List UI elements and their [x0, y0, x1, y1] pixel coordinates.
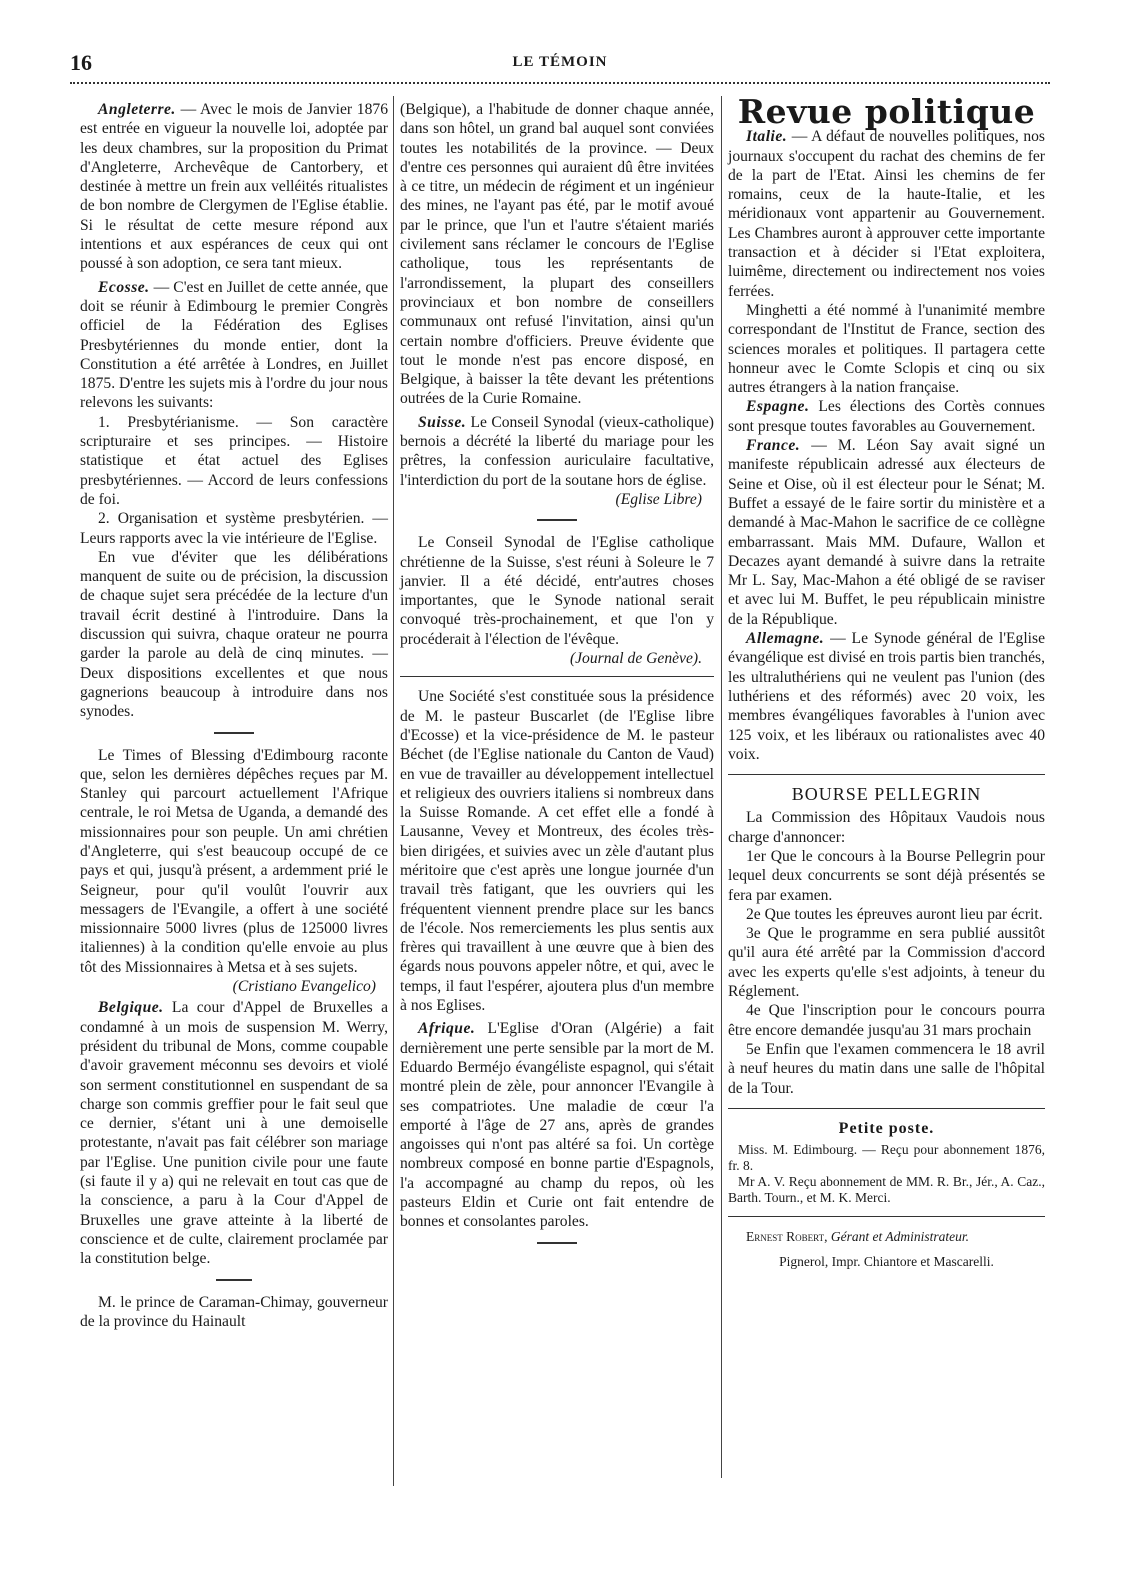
separator: [728, 1216, 1045, 1217]
article-ecosse: [80, 278, 388, 413]
article-suisse: [400, 413, 714, 490]
article-minghetti: Minghetti a été nommé à l'unanimité membre correspondant de l'Institut de France, section des sciences morales et politiques. Il partagera cette honneur avec le Comte Sclopis et cinq ou six autres étrangers à la nation française.: [728, 301, 1045, 397]
separator: [214, 732, 254, 734]
source-citation: (Cristiano Evangelico): [232, 978, 376, 996]
section-head: Angleterre.: [98, 101, 176, 118]
column-3: [728, 92, 1045, 1272]
separator: [537, 519, 577, 521]
article-text: Les élections des Cortès connues sont presque toutes favorables au Gouvernement.: [728, 398, 1045, 435]
separator: [728, 774, 1045, 775]
article-text: En vue d'éviter que les délibérations manquent de suite ou de précision, la discussion de chaque sujet sera précédée de la lecture d'un travail écrit destiné à l'introduire. Dans la discussion qui suivra, chaque orateur ne pourra garder la parole au delà de cinq minutes. — Deux dispositions excellentes et que nous gagnerions beaucoup à introduire dans nos synodes.: [80, 548, 388, 721]
section-head: Belgique.: [98, 999, 164, 1017]
column-2: [400, 100, 714, 1256]
article-times: Le Times of Blessing d'Edimbourg raconte que, selon les dernières dépêches reçues par M. Stanley qui parcourt actuellement l'Afrique centrale, le roi Metsa de Uganda, a demandé des missionnaires pour son peuple. Un ami chrétien d'Angleterre, qui s'est beaucoup occupé de ce pays et qui, jusqu'à présent, a ardemment prié le Seigneur, pour qu'il voulût l'ouvrir aux messagers de l'Evangile, a offert à une société missionnaire 5000 livres (plus de 125000 livres italiennes) à la condition qu'elle envoie au plus tôt des Missionnaires à Metsa et à ses sujets.: [80, 746, 388, 976]
bourse-item: 5e Enfin que l'examen commencera le 18 avril à neuf heures du matin dans une salle de l'hôpital de la Tour.: [728, 1040, 1045, 1097]
page-number: 16: [70, 50, 92, 75]
running-title: LE TÉMOIN: [512, 54, 608, 70]
petite-poste-item: Miss. M. Edimbourg. — Reçu pour abonnement 1876, fr. 8.: [728, 1142, 1045, 1174]
article-text: Le Conseil Synodal (vieux-catholique) bernois a décrété la liberté du mariage pour les prêtres, la confession auriculaire facultative, l'interdiction du port de la soutane hors de église.: [400, 413, 714, 489]
article-espagne: [728, 397, 1045, 436]
separator: [400, 676, 714, 677]
article-text: — M. Léon Say avait signé un manifeste républicain adressé aux électeurs de Seine et Oise, où il est électeur pour le Sénat; M. Buffet a essayé de le faire sortir du ministère et a demandé à Mac-Mahon le sacrifice de ce collègne embarrassant. Mais MM. Dufaure, Wallon et Decazes ayant demandé à suivre dans la retraite Mr L. Say, Mac-Mahon a été obligé de se raviser et avec lui M. Buffet, le peu républicain ministre de la République.: [728, 437, 1045, 628]
article-text: — C'est en Juillet de cette année, que doit se réunir à Edimbourg le premier Congrès officiel de la Fédération des Eglises Presbytériennes du monde entier, dont la Constitution a été arrêtée à Londres, en Juillet 1875. D'entre les sujets mis à l'ordre du jour nous relevons les suivants:: [80, 278, 388, 412]
article-text: — A défaut de nouvelles politiques, nos journaux s'occupent du rachat des chemins de fer de la part de l'Etat. Ainsi les chemins de fer romains, ceux de la haute-Italie, et les méridionaux vont appartenir au Gouvernement. Les Chambres auront à approuver cette importante transaction et à décider si l'Etat exploitera, luimême, directement ou indirectement nos voies ferrées.: [728, 128, 1045, 300]
section-head: Ecosse.: [98, 278, 150, 296]
article-allemagne: [728, 629, 1045, 764]
gerant-line: [728, 1227, 1045, 1246]
article-text: La cour d'Appel de Bruxelles a condamné à un mois de suspension M. Werry, président du tribunal de Mons, comme coupable d'avoir gravement méconnu ses devoirs et violé son serment constitutionnel en suspendant de sa charge son commis greffier pour le fait seul que ce dernier, s'étant uni à une demoiselle protestante, n'avait pas fait célébrer son mariage par l'Eglise. Une punition civile pour une faute (si faute il y a) qui ne relevait en tout cas que de la conscience, a paru à la Cour d'Appel de Bruxelles une grave atteinte à la liberté de conscience et de culte, clairement proclamée par la constitution belge.: [80, 999, 388, 1268]
bourse-item: 2e Que toutes les épreuves auront lieu par écrit.: [746, 905, 1043, 923]
header-rule: [70, 82, 1050, 84]
agenda-item: 2. Organisation et système presbytérien. — Leurs rapports avec la vie intérieure de l'Eglise.: [80, 510, 388, 547]
article-text: — Le Synode général de l'Eglise évangélique est divisé en trois partis bien tranchés, les ultraluthériens qui ne veulent pas l'union (des luthériens et des réformés) avec 20 voix, les membres évangéliques favorables à l'union avec 125 voix, et les libéraux ou rationalistes avec 40 voix.: [728, 630, 1045, 763]
page-header: [70, 50, 1050, 76]
article-text: L'Eglise d'Oran (Algérie) a fait dernièrement une perte sensible par la mort de M. Eduardo Berméjo évangéliste espagnol, qui s'était montré plein de zèle, pour annoncer l'Evangile à ses compatriotes. Une maladie de cœur l'a emporté à l'âge de 27 ans, après de grandes angoisses qui n'ont pas altéré sa foi. Un cortège nombreux composé en bonne partie d'Espagnols, l'a accompagné au champ du repos, où les pasteurs Eldin et Curie ont fait entendre de bonnes et consolantes paroles.: [400, 1020, 714, 1231]
bourse-title: BOURSE PELLEGRIN: [791, 784, 982, 805]
section-head: France.: [746, 437, 801, 455]
column-1: [80, 100, 388, 1331]
article-continued: (Belgique), a l'habitude de donner chaque année, dans son hôtel, un grand bal auquel sont conviées toutes les notabilités de la province. — Deux d'entre ces personnes qui auraient dû être invitées à ce titre, un médecin de régiment et un ingénieur des mines, ne l'ayant pas été, par le motif avoué par le prince, que l'un et l'autre s'étaient mariés civilement sans réclamer le concours de l'Eglise catholique, tous les représentants de l'arrondissement, la plupart des conseillers provinciaux et bon nombre de conseillers communaux ont refusé l'invitation, ainsi qu'un certain nombre d'officiers. Preuve évidente que tout le monde n'est pas encore disposé, en Belgique, à baisser la tête devant les prétentions outrées de la Curie Romaine.: [400, 101, 714, 408]
bourse-item: 1er Que le concours à la Bourse Pellegrin pour lequel deux concurrents se sont déjà présentés se fera par examen.: [728, 847, 1045, 904]
article-text: — Avec le mois de Janvier 1876 est entrée en vigueur la nouvelle loi, adoptée par les deux chambres, sur la proposition du Primat d'Angleterre, Archevêque de Cantorbery, et destinée à mettre un frein aux velléités ritualistes de bon nombre de Clergymen de l'Eglise établie. Si le résultat de cette mesure répond aux intentions et aux espérances de ceux qui ont poussé à son adoption, ce sera tant mieux.: [80, 101, 388, 273]
section-head: Suisse.: [418, 413, 467, 431]
article-belgique: [80, 998, 388, 1268]
section-head: Italie.: [746, 128, 788, 146]
article-angleterre: [80, 100, 388, 274]
separator: [216, 1279, 252, 1281]
petite-poste-item: Mr A. V. Reçu abonnement de MM. R. Br., Jér., A. Caz., Barth. Tourn., et M. K. Merci.: [728, 1174, 1045, 1206]
section-title: Revue politique: [737, 92, 1036, 131]
section-head: Afrique.: [418, 1020, 476, 1038]
bourse-intro: La Commission des Hôpitaux Vaudois nous charge d'annoncer:: [728, 809, 1045, 846]
section-head: Allemagne.: [746, 630, 825, 648]
article-societe: Une Société s'est constituée sous la présidence de M. le pasteur Buscarlet (de l'Eglise libre d'Ecosse) et la vice-présidence de M. le pasteur Béchet (de l'Eglise nationale du Canton de Vaud) en vue de travailler au développement intellectuel et religieux des ouvriers italiens si nombreux dans la Suisse Romande. A cet effet elle a fondé à Lausanne, Vevey et Montreux, des écoles très-bien dirigées, et suivies avec un zèle d'autant plus méritoire que c'est après une longue journée d'un travail très fatigant, que les ouvriers qui les fréquentent viennent prendre place sur les bancs de l'école. Nos remerciements les plus sentis aux frères qui travaillent à une œuvre que à bien des égards nous pouvons appeler nôtre, et qui, avec le temps, il faut l'espérer, ajoutera plus d'un membre à nos Eglises.: [400, 688, 714, 1015]
gerant-role: Gérant et Administrateur.: [827, 1229, 969, 1245]
source-citation: (Eglise Libre): [615, 490, 702, 508]
section-head: Espagne.: [746, 398, 810, 416]
gerant-name: Ernest Robert,: [746, 1229, 828, 1245]
article-italie: [728, 127, 1045, 301]
article-france: [728, 436, 1045, 629]
article-prince: M. le prince de Caraman-Chimay, gouverneur de la province du Hainault: [80, 1293, 388, 1330]
bourse-item: 3e Que le programme en sera publié aussitôt qu'il aura été arrêté par la Commission d'accord avec les experts qu'elle s'est adjoints, à teneur du Réglement.: [728, 925, 1045, 1001]
article-conseil: Le Conseil Synodal de l'Eglise catholique chrétienne de la Suisse, s'est réuni à Soleure le 7 janvier. Il a été décidé, entr'autres choses importantes, que le Synode national serait convoqué très-prochainement, et que l'on y procéderait à l'élection de l'évêque.: [400, 534, 714, 648]
petite-poste-title: Petite poste.: [838, 1119, 935, 1137]
separator: [537, 1242, 577, 1244]
bourse-item: 4e Que l'inscription pour le concours pourra être encore demandée jusqu'au 31 mars prochain: [728, 1002, 1045, 1039]
imprimeur-line: Pignerol, Impr. Chiantore et Mascarelli.: [779, 1254, 994, 1270]
separator: [728, 1108, 1045, 1109]
column-rule: [393, 96, 394, 1486]
article-afrique: [400, 1019, 714, 1231]
column-rule: [721, 96, 722, 1478]
source-citation: (Journal de Genève).: [569, 650, 702, 668]
agenda-item: 1. Presbytérianisme. — Son caractère scripturaire et ses principes. — Histoire statistique et état actuel des Eglises presbytériennes. — Accord de leurs confessions de foi.: [80, 413, 388, 508]
